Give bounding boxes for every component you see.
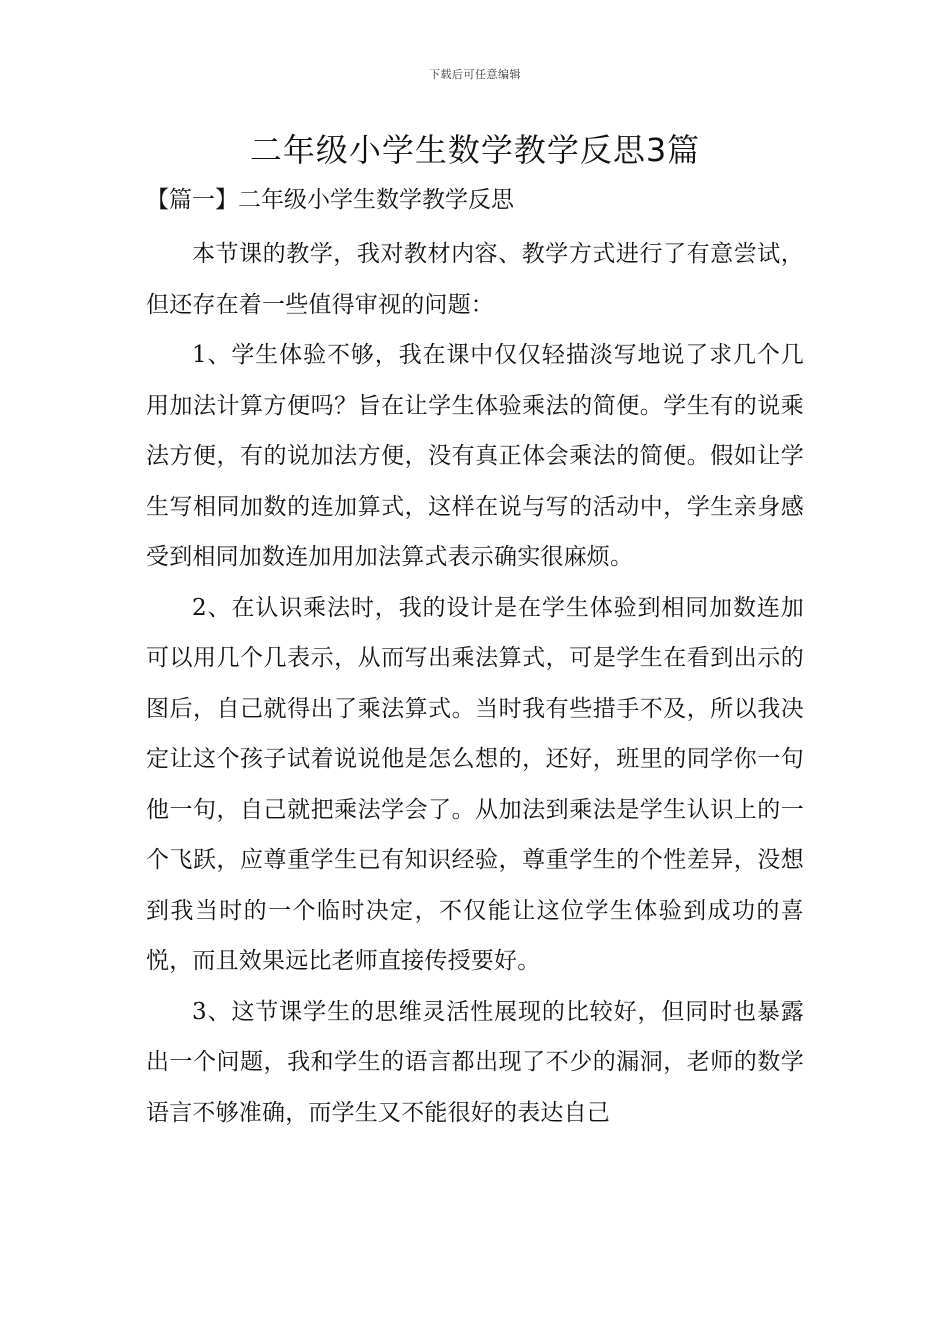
paragraph-point-3: 3、这节课学生的思维灵活性展现的比较好，但同时也暴露出一个问题，我和学生的语言都出现了不少的漏洞，老师的数学语言不够准确，而学生又不能很好的表达自己 — [146, 998, 804, 1126]
document-body — [146, 229, 804, 1138]
header-note: 下载后可任意编辑 — [429, 68, 521, 81]
document-title: 二年级小学生数学教学反思3篇 — [249, 131, 701, 169]
paragraph-point-2: 2、在认识乘法时，我的设计是在学生体验到相同加数连加可以用几个几表示，从而写出乘法算式，可是学生在看到出示的图后，自己就得出了乘法算式。当时我有些措手不及，所以我决定让这个孩子试着说说他是怎么想的，还好，班里的同学你一句他一句，自己就把乘法学会了。从加法到乘法是学生认识上的一个飞跃，应尊重学生已有知识经验，尊重学生的个性差异，没想到我当时的一个临时决定，不仅能让这位学生体验到成功的喜悦，而且效果远比老师直接传授要好。 — [146, 594, 804, 974]
paragraph-intro: 本节课的教学，我对教材内容、教学方式进行了有意尝试，但还存在着一些值得审视的问题： — [146, 241, 804, 318]
paragraph-point-1: 1、学生体验不够，我在课中仅仅轻描淡写地说了求几个几用加法计算方便吗？旨在让学生体验乘法的简便。学生有的说乘法方便，有的说加法方便，没有真正体会乘法的简便。假如让学生写相同加数的连加算式，这样在说与写的活动中，学生亲身感受到相同加数连加用加法算式表示确实很麻烦。 — [146, 342, 804, 570]
section-heading: 【篇一】二年级小学生数学教学反思 — [146, 187, 514, 213]
